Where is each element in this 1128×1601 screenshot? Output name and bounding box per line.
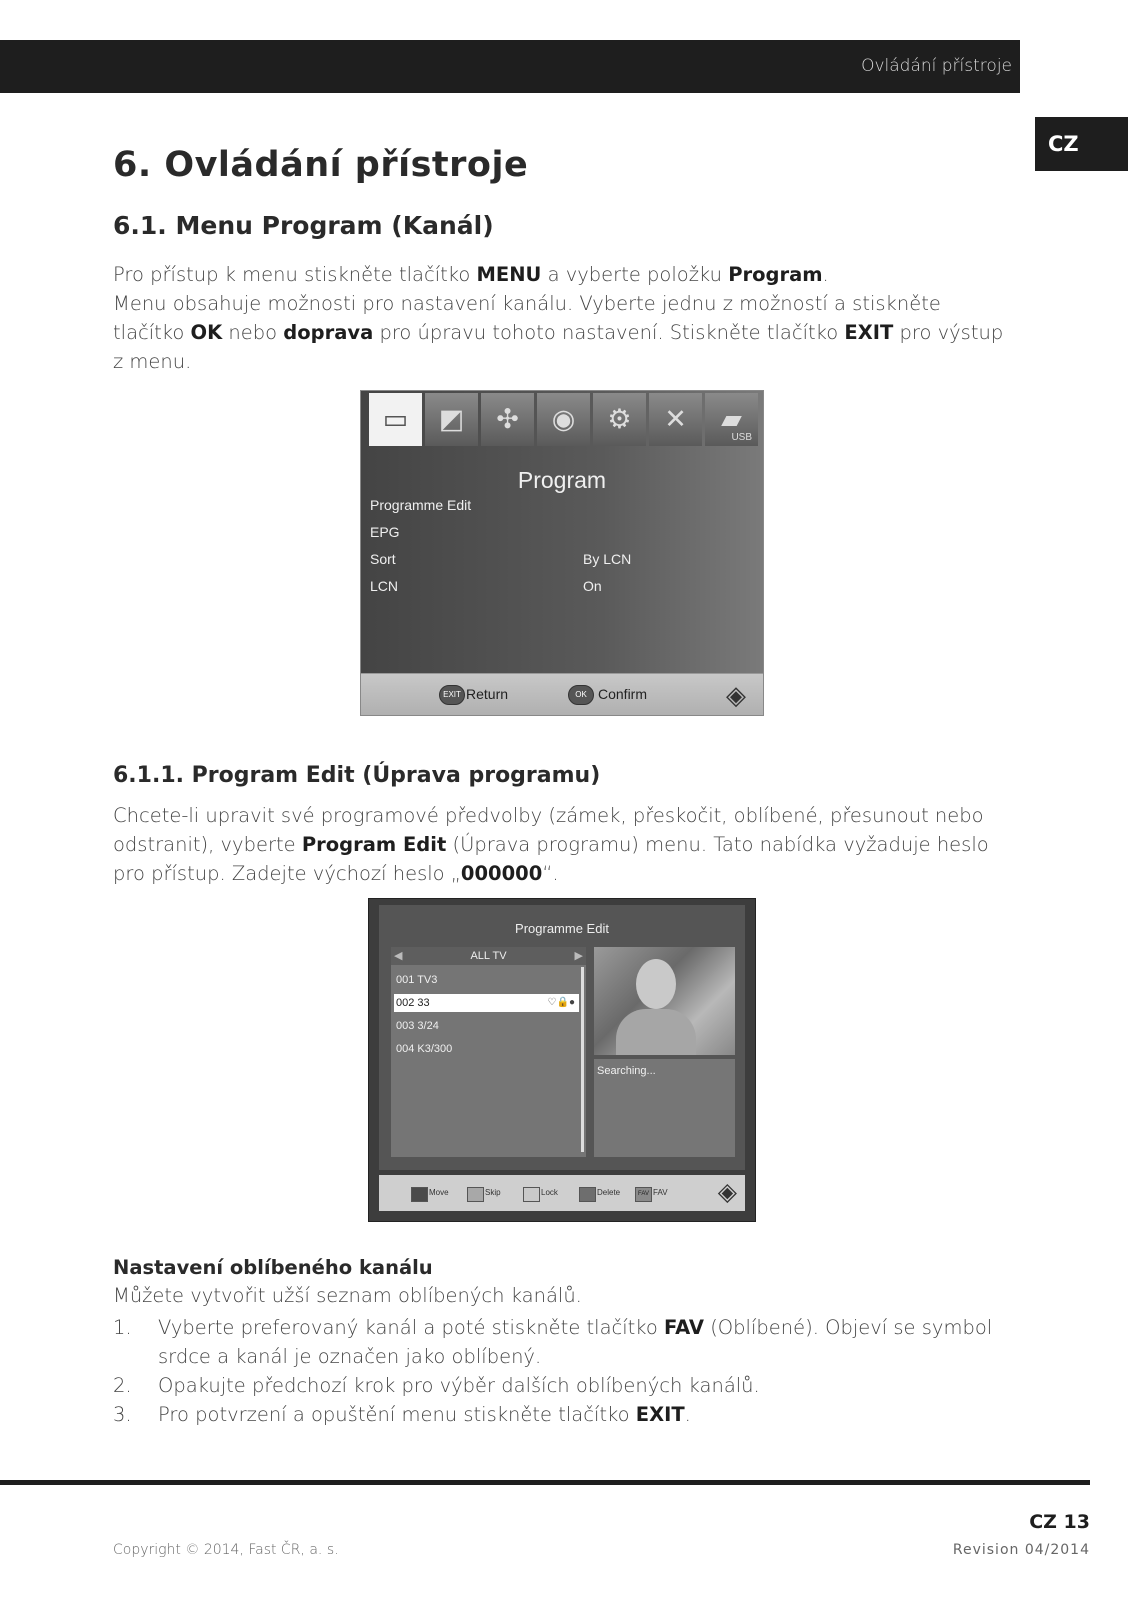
list-item: 2. Opakujte předchozí krok pro výběr dalších oblíbených kanálů. <box>113 1374 760 1397</box>
channel-row-selected: 002 33 ♡🔒● <box>394 994 579 1012</box>
delete-label: Delete <box>597 1188 621 1197</box>
navigation-arrows-icon: ◈ <box>717 1178 737 1206</box>
skip-label: Skip <box>485 1188 501 1197</box>
page-number: CZ 13 <box>1029 1511 1090 1533</box>
running-header-title: Ovládání přístroje <box>861 56 1012 76</box>
footer-rule <box>0 1480 1090 1485</box>
channel-list <box>391 947 586 1157</box>
right-arrow-icon: ▶ <box>574 950 583 962</box>
picture-icon: ◩ <box>425 393 478 446</box>
language-tab: CZ <box>1035 117 1128 171</box>
program-menu-screenshot <box>360 390 764 716</box>
usb-icon: ▰ USB <box>705 393 758 446</box>
lock-key-icon <box>523 1187 540 1202</box>
subsection-text: Chcete-li upravit své programové předvolby (zámek, přeskočit, oblíbené, přesunout nebo odstranit), vyberte Program Edit (Úprava programu) menu. Tato nabídka vyžaduje heslo pro přístup. Zadejte výchozí heslo „000000“. <box>113 804 989 885</box>
menu-icon-row <box>369 393 758 449</box>
menu-item-epg: EPG <box>370 524 400 540</box>
channel-list-scrollbar <box>581 967 584 1152</box>
move-label: Move <box>429 1188 449 1197</box>
navigation-arrows-icon: ◈ <box>726 680 746 710</box>
exit-key-icon: EXIT <box>439 685 465 705</box>
program-menu-title: Program <box>517 467 607 493</box>
header-bar <box>0 40 1020 93</box>
program-menu-footer <box>361 673 763 715</box>
fav-label: FAV <box>653 1188 668 1197</box>
skip-key-icon <box>467 1187 484 1202</box>
tv-icon: ▭ <box>369 393 422 446</box>
gear-icon: ⚙ <box>593 393 646 446</box>
list-item: 1. Vyberte preferovaný kanál a poté stiskněte tlačítko FAV (Oblíbené). Objeví se symbol srdce a kanál je označen jako oblíbený. <box>113 1316 993 1368</box>
favorite-lock-icons: ♡🔒● <box>547 997 575 1008</box>
favorites-steps <box>113 1313 1013 1429</box>
tools-icon: ✕ <box>649 393 702 446</box>
programme-edit-screenshot <box>368 898 756 1222</box>
delete-key-icon <box>579 1187 596 1202</box>
left-arrow-icon: ◀ <box>394 950 403 962</box>
programme-edit-title: Programme Edit <box>515 921 609 936</box>
section-title: 6.1. Menu Program (Kanál) <box>113 211 494 240</box>
usb-label: USB <box>731 432 752 443</box>
ok-key-icon: OK <box>568 685 594 705</box>
section-intro: Pro přístup k menu stiskněte tlačítko MENU a vyberte položku Program. Menu obsahuje možnosti pro nastavení kanálu. Vyberte jednu z možností a stiskněte tlačítko OK nebo doprava pro úpravu tohoto nastavení. Stiskněte tlačítko EXIT pro výstup z menu. <box>113 263 1004 373</box>
confirm-label: Confirm <box>598 686 648 702</box>
favorites-intro: Můžete vytvořit užší seznam oblíbených kanálů. <box>113 1284 582 1307</box>
programme-edit-legend <box>379 1175 745 1211</box>
chapter-title: 6. Ovládání přístroje <box>113 145 529 185</box>
copyright: Copyright © 2014, Fast ČR, a. s. <box>113 1542 339 1558</box>
preview-person-body <box>616 1009 696 1055</box>
programme-edit-panel <box>379 905 745 1170</box>
channel-row: 003 3/24 <box>396 1020 439 1032</box>
move-key-icon <box>411 1187 428 1202</box>
lock-label: Lock <box>541 1188 558 1197</box>
channel-info-panel <box>594 1059 735 1157</box>
globe-clock-icon: ◉ <box>537 393 590 446</box>
list-item: 3. Pro potvrzení a opuštění menu stiskněte tlačítko EXIT. <box>113 1403 691 1426</box>
video-preview <box>594 947 735 1055</box>
channel-group-header: ◀ ALL TV ▶ <box>391 947 586 965</box>
menu-value-sort: By LCN <box>583 551 632 567</box>
menu-item-lcn: LCN <box>370 578 399 594</box>
menu-item-sort: Sort <box>370 551 396 567</box>
satellite-icon: ✣ <box>481 393 534 446</box>
favorites-heading: Nastavení oblíbeného kanálu <box>113 1256 433 1279</box>
fav-key-icon: FAV <box>635 1187 652 1202</box>
subsection-title: 6.1.1. Program Edit (Úprava programu) <box>113 763 601 788</box>
revision: Revision 04/2014 <box>952 1542 1090 1558</box>
return-label: Return <box>466 686 509 702</box>
preview-person-head <box>636 959 676 1009</box>
channel-row: 004 K3/300 <box>396 1043 453 1055</box>
menu-value-lcn: On <box>583 578 602 594</box>
channel-row: 001 TV3 <box>396 974 438 986</box>
menu-item-programme-edit: Programme Edit <box>370 497 472 513</box>
info-status-text: Searching... <box>597 1065 656 1077</box>
